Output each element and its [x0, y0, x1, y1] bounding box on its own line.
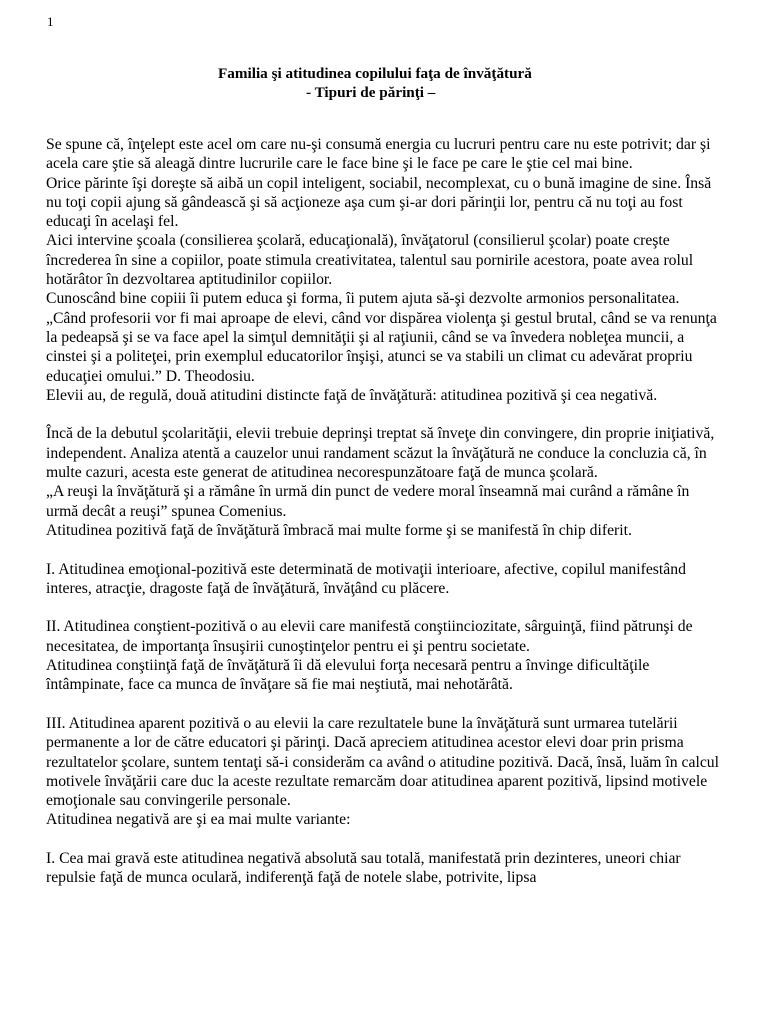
paragraph: „A reuşi la învăţătură şi a rămâne în urmă din punct de vedere moral înseamnă mai curând a rămâne în urmă decât a reuşi” spunea Comenius.: [46, 483, 690, 520]
paragraph: Atitudinea pozitivă faţă de învăţătură îmbracă mai multe forme şi se manifestă în chip diferit.: [46, 521, 632, 539]
paragraph: Se spune că, înţelept este acel om care nu-şi consumă energia cu lucruri pentru care nu este potrivit; dar şi acela care ştie să aleagă dintre lucrurile care le face bine şi le face pe care le ştie cel mai bine.: [46, 136, 711, 173]
page-number: 1: [47, 14, 54, 29]
title-subtitle: - Tipuri de părinţi –: [306, 84, 436, 101]
paragraph: III. Atitudinea aparent pozitivă o au elevii la care rezultatele bune la învăţătură sunt urmarea tutelării permanente a lor de către educatori şi părinţi. Dacă apreciem atitudinea acestor elevi doar prin prisma rezultatelor şcolare, suntem tentaţi să-i considerăm ca având o atitudine pozitivă. Dacă, însă, luăm în calcul motivele învăţării care duc la aceste rezultate remarcăm doar atitudinea aparent pozitivă, lipsind motivele emoţionale sau convingerile personale.: [46, 714, 719, 810]
title-main: Familia şi atitudinea copilului faţa de învăţătură: [218, 65, 532, 82]
paragraph: Aici intervine şcoala (consilierea şcolară, educaţională), învăţatorul (consilierul şcolar) poate creşte încrederea în sine a copiilor, poate stimula creativitatea, talentul sau pornirile acestora, poate avea rolul hotărâtor în dezvoltarea aptitudinilor copiilor.: [46, 232, 694, 289]
paragraph: „Când profesorii vor fi mai aproape de elevi, când vor dispărea violenţa şi gestul brutal, când se va renunţa la pedeapsă şi se va face apel la simţul demnităţii şi al raţiunii, când se va învedera nobleţea muncii, a cinstei şi a politeţei, prin exemplul educatorilor înşişi, atunci se va stabili un climat cu adevărat propriu educaţiei omului.” D. Theodosiu.: [46, 309, 717, 385]
paragraph: Încă de la debutul şcolarităţii, elevii trebuie deprinşi treptat să înveţe din convingere, din proprie iniţiativă, independent. Analiza atentă a cauzelor unui randament scăzut la învăţătură ne conduce la concluzia că, în multe cazuri, acesta este generat de atitudinea necorespunzătoare faţă de munca şcolară.: [46, 425, 715, 482]
document-body: [46, 135, 722, 888]
paragraph: Atitudinea conştiinţă faţă de învăţătură îi dă elevului forţa necesară pentru a învinge dificultăţile întâmpinate, face ca munca de învăţare să fie mai neştiută, mai nehotărâtă.: [46, 657, 650, 694]
paragraph: Atitudinea negativă are şi ea mai multe variante:: [46, 811, 351, 829]
paragraph: Elevii au, de regulă, două atitudini distincte faţă de învăţătură: atitudinea pozitivă şi cea negativă.: [46, 386, 658, 404]
paragraph: I. Atitudinea emoţional-pozitivă este determinată de motivaţii interioare, afective, copilul manifestând interes, atracţie, dragoste faţă de învăţătură, învăţând cu plăcere.: [46, 560, 686, 597]
paragraph: Orice părinte îşi doreşte să aibă un copil inteligent, sociabil, necomplexat, cu o bună imagine de sine. Însă nu toţi copii ajung să gândească şi să acţioneze aşa cum şi-ar dori părinţii lor, pentru că nu toţi au fost educaţi în acelaşi fel.: [46, 174, 712, 231]
paragraph: Cunoscând bine copiii îi putem educa şi forma, îi putem ajuta să-şi dezvolte armonios personalitatea.: [46, 290, 680, 308]
paragraph: II. Atitudinea conştient-pozitivă o au elevii care manifestă conştiinciozitate, sârguinţă, fiind pătrunşi de necesitatea, de importanţa însuşirii cunoştinţelor pentru ei şi pentru societate.: [46, 618, 693, 655]
paragraph: I. Cea mai gravă este atitudinea negativă absolută sau totală, manifestată prin dezinteres, uneori chiar repulsie faţă de munca oculară, indiferenţă faţă de notele slabe, potrivite, lipsa: [46, 849, 681, 887]
document-title: [0, 64, 768, 102]
